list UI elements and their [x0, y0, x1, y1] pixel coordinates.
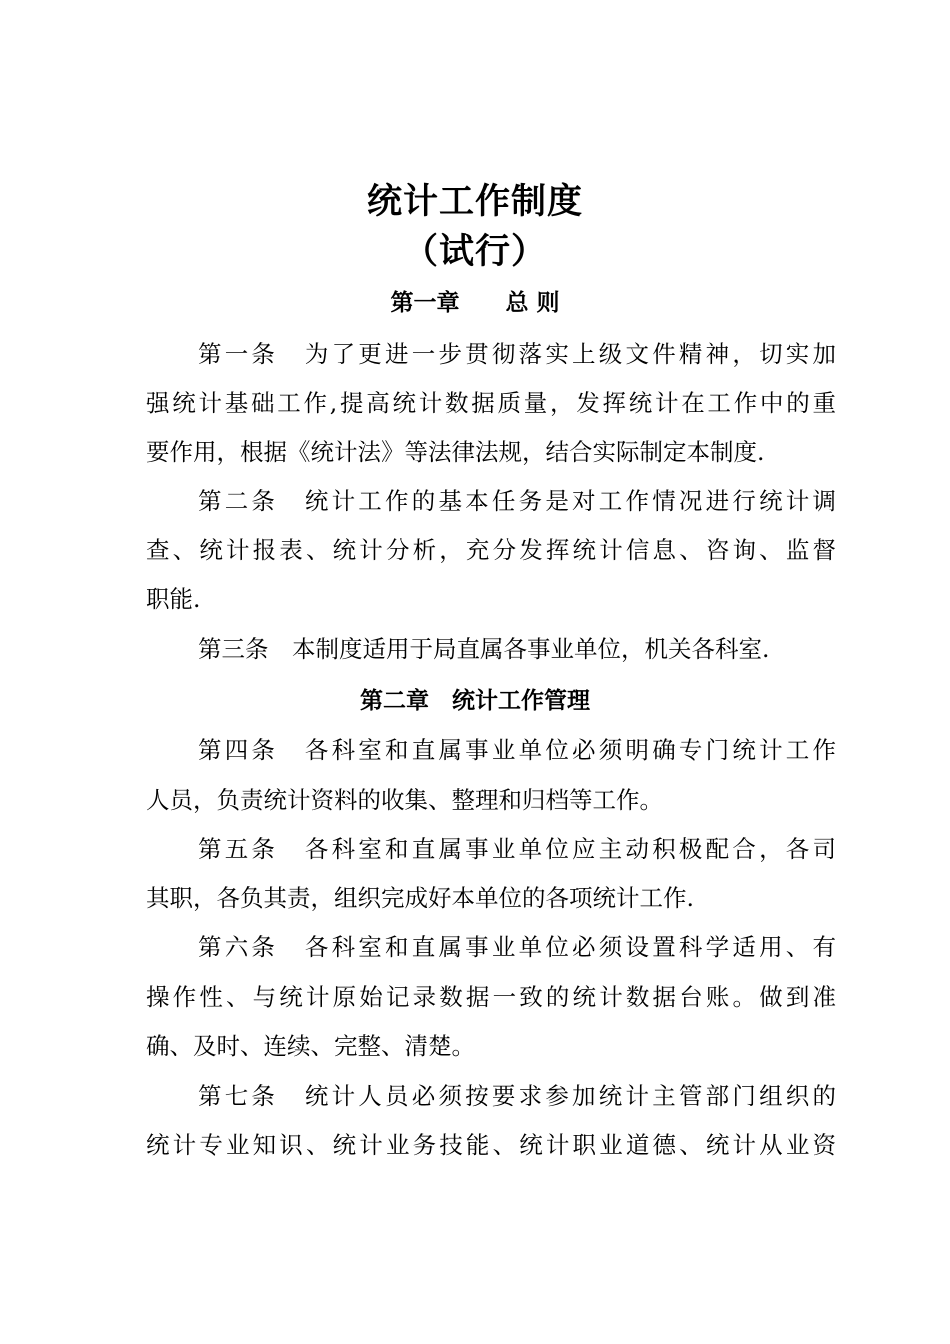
- article-2-line-3: 职能.: [146, 585, 201, 613]
- document-title: 统计工作制度: [366, 182, 583, 222]
- article-4-line-1: 第四条 各科室和直属事业单位必须明确专门统计工作: [198, 736, 836, 764]
- article-7-line-1: 第七条 统计人员必须按要求参加统计主管部门组织的: [198, 1082, 836, 1110]
- article-6-line-3: 确、及时、连续、完整、清楚。: [146, 1032, 475, 1060]
- document-subtitle: （试行）: [402, 232, 547, 272]
- article-1-line-1: 第一条 为了更进一步贯彻落实上级文件精神，切实加: [198, 340, 836, 368]
- article-5-line-2: 其职，各负其责，组织完成好本单位的各项统计工作.: [146, 884, 694, 912]
- article-1-line-2: 强统计基础工作,提高统计数据质量，发挥统计在工作中的重: [146, 389, 836, 417]
- article-6-line-1: 第六条 各科室和直属事业单位必须设置科学适用、有: [198, 933, 836, 961]
- article-3-line-1: 第三条 本制度适用于局直属各事业单位，机关各科室.: [198, 635, 770, 663]
- article-4-line-2: 人员，负责统计资料的收集、整理和归档等工作。: [146, 786, 663, 814]
- article-7-line-2: 统计专业知识、统计业务技能、统计职业道德、统计从业资: [146, 1131, 836, 1159]
- chapter-heading-1: 第一章 总 则: [390, 290, 560, 316]
- article-6-line-2: 操作性、与统计原始记录数据一致的统计数据台账。做到准: [146, 983, 836, 1011]
- article-2-line-1: 第二条 统计工作的基本任务是对工作情况进行统计调: [198, 487, 836, 515]
- article-5-line-1: 第五条 各科室和直属事业单位应主动积极配合，各司: [198, 835, 836, 863]
- article-2-line-2: 查、统计报表、统计分析，充分发挥统计信息、咨询、监督: [146, 536, 836, 564]
- article-1-line-3: 要作用，根据《统计法》等法律法规，结合实际制定本制度.: [146, 438, 765, 466]
- chapter-heading-2: 第二章 统计工作管理: [360, 688, 590, 714]
